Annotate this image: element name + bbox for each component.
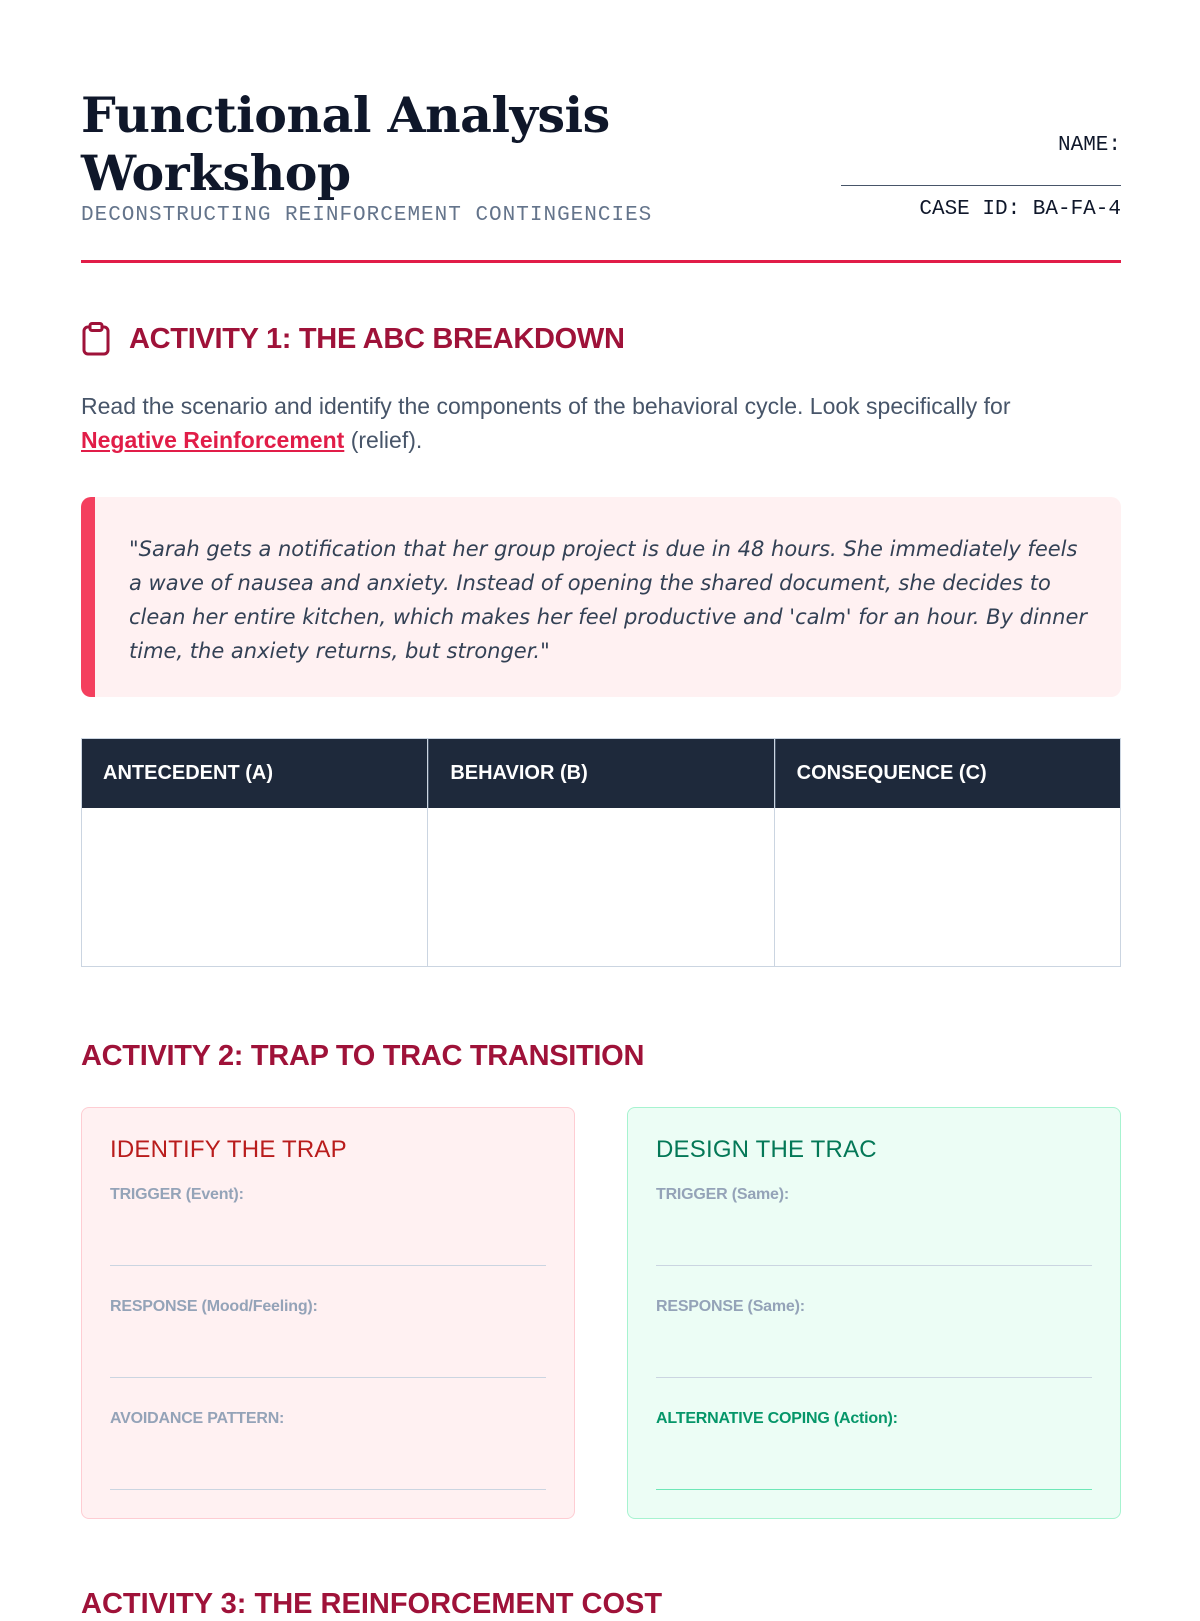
activity-2-heading [81, 1040, 644, 1073]
abc-column-antecedent [82, 739, 428, 966]
title-line-2: Workshop [81, 144, 351, 202]
negative-reinforcement-link[interactable]: Negative Reinforcement [81, 427, 345, 453]
abc-column-consequence [775, 739, 1120, 966]
trap-avoidance-label: AVOIDANCE PATTERN: [110, 1410, 285, 1427]
abc-cell-behavior[interactable] [428, 808, 773, 966]
abc-table [81, 738, 1121, 967]
trac-trigger-label: TRIGGER (Same): [656, 1186, 790, 1203]
trac-alternative-coping-label: ALTERNATIVE COPING (Action): [656, 1410, 898, 1427]
trac-alternative-coping-field[interactable] [656, 1410, 1092, 1490]
trac-response-label: RESPONSE (Same): [656, 1298, 805, 1315]
trap-response-field[interactable] [110, 1298, 546, 1378]
header-divider [81, 260, 1121, 263]
activity-1-instructions [81, 389, 1121, 457]
abc-cell-consequence[interactable] [775, 808, 1120, 966]
trap-card-title: IDENTIFY THE TRAP [110, 1136, 347, 1163]
activity-1-title: ACTIVITY 1: THE ABC BREAKDOWN [129, 322, 625, 355]
trap-avoidance-field[interactable] [110, 1410, 546, 1490]
activity-2-title: ACTIVITY 2: TRAP TO TRAC TRANSITION [81, 1040, 645, 1072]
trap-response-label: RESPONSE (Mood/Feeling): [110, 1298, 318, 1315]
header [81, 86, 1121, 262]
page-title [81, 86, 701, 202]
trac-card-title: DESIGN THE TRAC [656, 1136, 877, 1163]
intro-text: Read the scenario and identify the components of the behavioral cycle. Look specifically for [81, 393, 1011, 419]
intro-suffix: (relief). [344, 427, 423, 453]
title-line-1: Functional Analysis [81, 86, 610, 144]
abc-header-consequence: CONSEQUENCE (C) [775, 739, 1120, 808]
trac-card [627, 1107, 1121, 1519]
trap-trigger-field[interactable] [110, 1186, 546, 1266]
abc-header-antecedent: ANTECEDENT (A) [82, 739, 427, 808]
abc-header-behavior: BEHAVIOR (B) [428, 739, 773, 808]
clipboard-icon [81, 322, 111, 356]
trac-response-field[interactable] [656, 1298, 1092, 1378]
activity-3-heading: ACTIVITY 3: THE REINFORCEMENT COST [81, 1588, 663, 1620]
abc-column-behavior [428, 739, 774, 966]
worksheet-page [81, 0, 1121, 1620]
abc-cell-antecedent[interactable] [82, 808, 427, 966]
name-label: NAME: [1057, 134, 1121, 157]
meta-block [841, 134, 1121, 221]
name-input-line[interactable] [841, 166, 1121, 186]
page-subtitle: DECONSTRUCTING REINFORCEMENT CONTINGENCIES [81, 204, 653, 227]
scenario-quote: "Sarah gets a notification that her group project is due in 48 hours. She immediately feels a wave of nausea and anxiety. Instead of opening the shared document, she decides to clean her entire kitchen, which makes her feel productive and 'calm' for an hour. By dinner time, the anxiety returns, but stronger." [81, 497, 1121, 697]
trap-card [81, 1107, 575, 1519]
trac-trigger-field[interactable] [656, 1186, 1092, 1266]
activity-1-heading [81, 322, 625, 356]
case-id: CASE ID: BA-FA-4 [919, 198, 1121, 221]
trap-trigger-label: TRIGGER (Event): [110, 1186, 244, 1203]
